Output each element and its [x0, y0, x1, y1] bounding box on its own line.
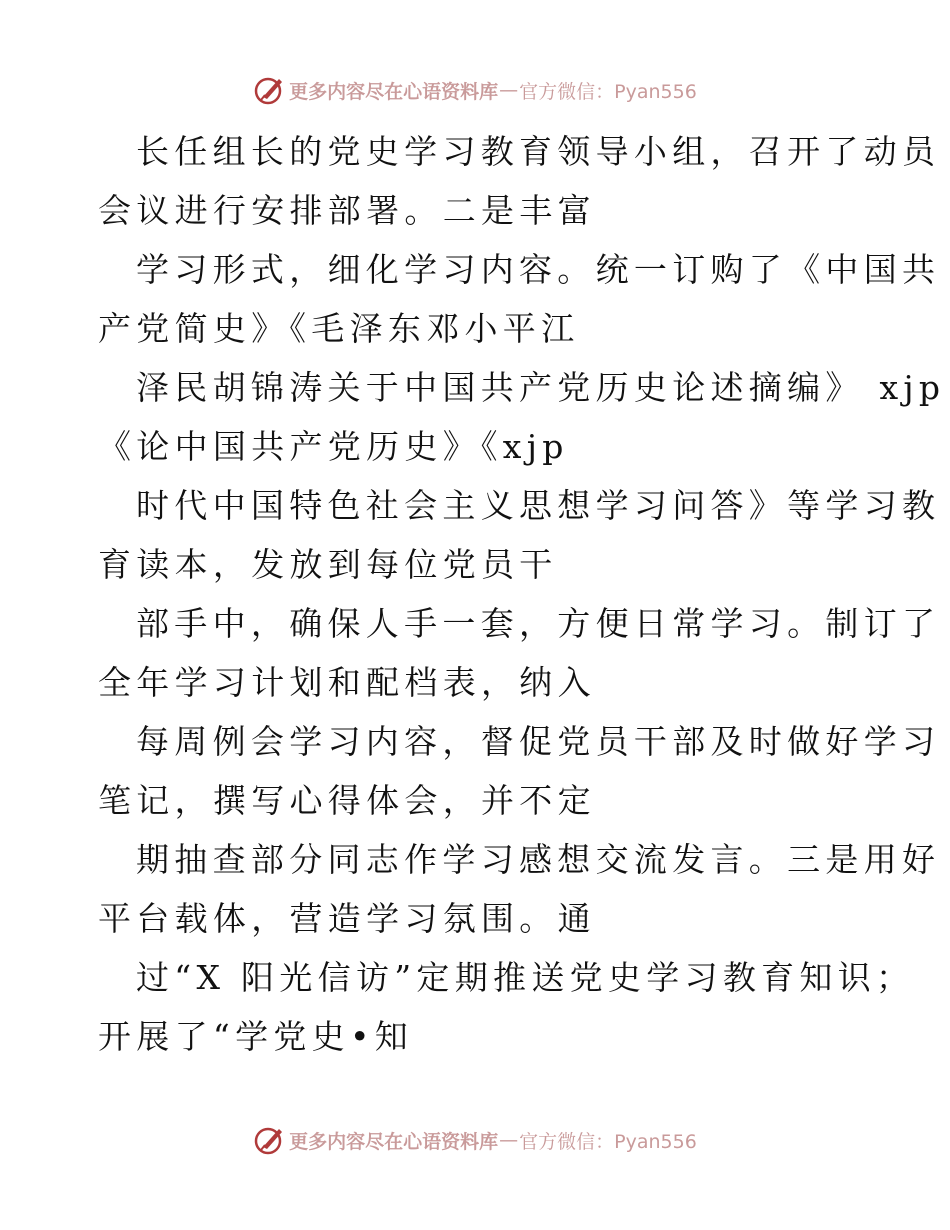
document-body	[98, 122, 946, 1066]
quill-circle-logo	[253, 73, 287, 107]
quill-circle-logo	[253, 1123, 287, 1157]
text-line: 会议进行安排部署。二是丰富	[98, 191, 596, 230]
text-line: 全年学习计划和配档表，纳入	[98, 663, 596, 702]
watermark-separator: —	[499, 1129, 519, 1151]
text-line: 产党简史》《毛泽东邓小平江	[98, 309, 580, 348]
watermark-separator: —	[499, 79, 519, 101]
watermark-brand: 更多内容尽在心语资料库	[289, 1130, 499, 1153]
text-line: 长任组长的党史学习教育领导小组，召开了动员	[136, 132, 941, 171]
text-line: 学习形式，细化学习内容。统一订购了《中国共	[136, 250, 941, 289]
text-line: 平台载体，营造学习氛围。通	[98, 899, 596, 938]
text-line: 育读本，发放到每位党员干	[98, 545, 558, 584]
footer-watermark	[0, 1120, 950, 1160]
text-line: 时代中国特色社会主义思想学习问答》等学习教	[136, 486, 941, 525]
text-line: 部手中，确保人手一套，方便日常学习。制订了	[136, 604, 941, 643]
watermark-contact: 官方微信：Pyan556	[519, 1130, 697, 1153]
text-line: 《论中国共产党历史》《xjp	[98, 427, 569, 466]
header-watermark	[0, 70, 950, 110]
text-line: 泽民胡锦涛关于中国共产党历史论述摘编》 xjp	[136, 368, 946, 407]
watermark-contact: 官方微信：Pyan556	[519, 80, 697, 103]
text-line: 过“X 阳光信访”定期推送党史学习教育知识；	[136, 958, 915, 997]
text-line: 期抽查部分同志作学习感想交流发言。三是用好	[136, 840, 941, 879]
watermark-brand: 更多内容尽在心语资料库	[289, 80, 499, 103]
text-line: 开展了“学党史•知	[98, 1017, 414, 1056]
text-line: 笔记，撰写心得体会，并不定	[98, 781, 596, 820]
text-line: 每周例会学习内容，督促党员干部及时做好学习	[136, 722, 941, 761]
